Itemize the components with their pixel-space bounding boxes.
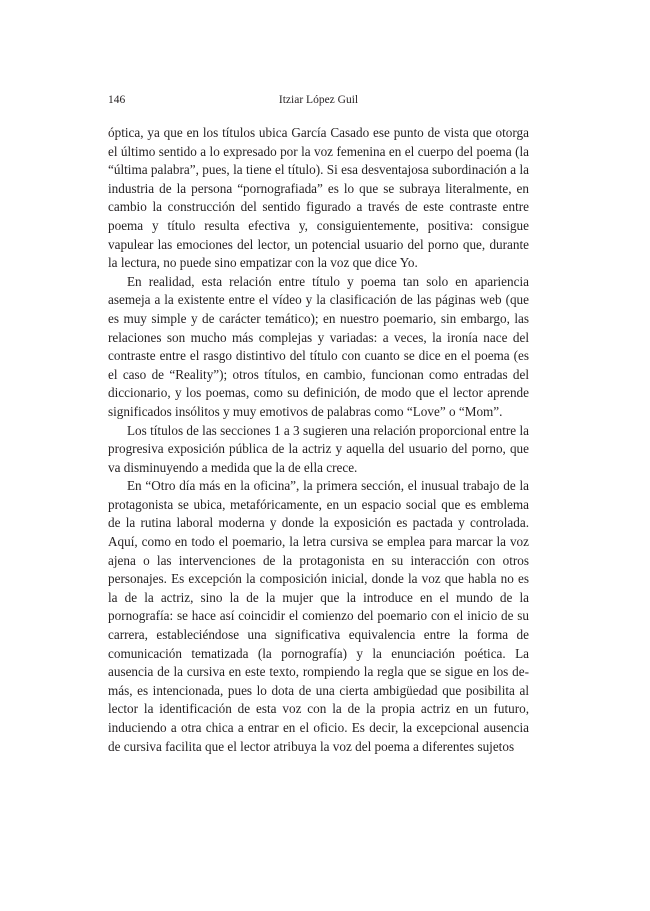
paragraph: Los títulos de las secciones 1 a 3 sugieren una relación proporcional entre la progresiva exposición pública de la actriz y aquella del usuario del porno, que va disminuyendo a medida que la de ella crece.	[108, 422, 529, 475]
paragraph: En realidad, esta relación entre título y poema tan solo en apariencia asemeja a la existente entre el vídeo y la clasificación de las páginas web (que es muy simple y de carácter temático); en nuestro poemario, sin embargo, las relaciones son mucho más complejas y variadas: a veces, la ironía nace del contraste entre el rasgo distintivo del título con cuanto se dice en el poema (es el caso de “Reality”); otros títulos, en cambio, funcionan como entradas del diccionario, y los poemas, como su definición, de modo que el lector aprende significados insólitos y muy emotivos de palabras como “Love” o “Mom”.	[108, 273, 529, 419]
body-text	[108, 124, 529, 756]
page-number: 146	[108, 94, 126, 106]
running-title: Itziar López Guil	[278, 94, 359, 106]
running-head	[108, 92, 529, 108]
paragraph: En “Otro día más en la oficina”, la primera sección, el inusual trabajo de la protagonista se ubica, metafóricamente, en un espacio social que es emblema de la rutina laboral moderna y donde la exposición es pactada y controlada. Aquí, como en todo el poemario, la letra cursiva se emplea para marcar la voz ajena o las intervenciones de la protagonista en su interacción con otros personajes. Es excepción la composición inicial, donde la voz que habla no es la de la actriz, sino la de la mujer que la introduce en el mundo de la pornografía: se hace así coincidir el comienzo del poemario con el inicio de su carrera, estableciéndose una significativa equivalencia entre la forma de comunicación tematizada (la pornografía) y la enunciación poética. La ausencia de la cursiva en este texto, rompiendo la regla que se sigue en los demás, es intencionada, pues lo dota de una cierta ambigüedad que posibilita al lector la identificación de esta voz con la de la propia actriz en un futuro, induciendo a otra chica a entrar en el oficio. Es decir, la excepcional ausencia de cursiva facilita que el lector atribuya la voz del poema a diferentes sujetos	[108, 478, 529, 754]
paragraph: óptica, ya que en los títulos ubica García Casado ese punto de vista que otorga el último sentido a lo expresado por la voz femenina en el cuerpo del poema (la “última palabra”, pues, la tiene el título). Si esa desventajosa subordinación a la industria de la persona “pornografiada” es lo que se subraya literalmente, en cambio la construcción del sentido figurado a través de este contraste entre poema y título resulta efectiva y, consiguientemente, positiva: consigue vapulear las emociones del lector, un potencial usuario del porno que, durante la lectura, no puede sino empatizar con la voz que dice Yo.	[108, 125, 529, 271]
